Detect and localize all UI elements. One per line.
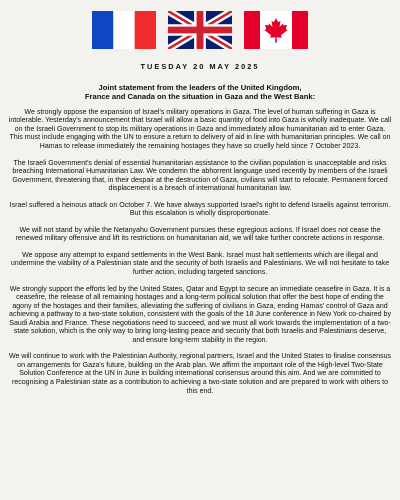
paragraph-3: Israel suffered a heinous attack on October 7. We have always supported Israel's right to defend Israelis against terrorism. But this escalation is wholly disproportionate. — [9, 201, 391, 218]
paragraph-6: We strongly support the efforts led by the United States, Qatar and Egypt to secure an immediate ceasefire in Gaza. It is a ceasefire, the release of all remaining hostages and a long-term political solution that offer the best hope of ending the agony of the hostages and their families, alleviating the suffering of civilians in Gaza, ending Hamas' control of Gaza and achieving a pathway to a two-state solution, consistent with the goals of the 18 June conference in New York co-chaired by Saudi Arabia and France. These negotiations need to succeed, and we must all work towards the implementation of a two-state solution, which is the only way to bring long-lasting peace and security that both Israelis and Palestinians deserve, and ensure long-term stability in the region. — [9, 285, 391, 344]
france-flag-icon — [92, 11, 156, 49]
paragraph-7: We will continue to work with the Palestinian Authority, regional partners, Israel and the United States to finalise consensus on arrangements for Gaza's future, building on the Arab plan. We affirm the important role of the High-level Two-State Solution Conference at the UN in June in building international consensus around this aim. And we are committed to recognising a Palestinian state as a contribution to achieving a two-state solution and are prepared to work with others to this end. — [8, 353, 392, 395]
canada-flag-icon — [244, 11, 308, 49]
paragraph-4: We will not stand by while the Netanyahu Government pursues these egregious actions. If Israel does not cease the renewed military offensive and lift its restrictions on humanitarian aid, we will take further concrete actions in response. — [15, 226, 385, 243]
statement-title — [20, 83, 380, 102]
paragraph-1: We strongly oppose the expansion of Israel's military operations in Gaza. The level of human suffering in Gaza is intolerable. Yesterday's announcement that Israel will allow a basic quantity of food into Gaza is wholly inadequate. We call on the Israeli Government to stop its military operations in Gaza and immediately allow humanitarian aid to enter Gaza. This must include engaging with the UN to ensure a return to delivery of aid in line with humanitarian principles. We call on Hamas to release immediately the remaining hostages they have so cruelly held since 7 October 2023. — [8, 108, 392, 150]
statement-date: TUESDAY 20 MAY 2025 — [140, 62, 260, 71]
statement-title-line-2: France and Canada on the situation in Gaza and the West Bank: — [84, 92, 316, 102]
flag-row — [8, 8, 392, 52]
paragraph-5: We oppose any attempt to expand settlements in the West Bank. Israel must halt settlements which are illegal and undermine the viability of a Palestinian state and the security of both Israelis and Palestinians. We will not hesitate to take further action, including targeted sanctions. — [10, 251, 390, 277]
statement-title-line-1: Joint statement from the leaders of the United Kingdom, — [98, 83, 302, 92]
united-kingdom-flag-icon — [168, 11, 232, 49]
paragraph-2: The Israeli Government's denial of essential humanitarian assistance to the civilian population is unacceptable and risks breaching International Humanitarian Law. We condemn the abhorrent language used recently by members of the Israeli Government, threatening that, in their despair at the destruction of Gaza, civilians will start to relocate. Permanent forced displacement is a breach of international humanitarian law. — [12, 159, 388, 193]
